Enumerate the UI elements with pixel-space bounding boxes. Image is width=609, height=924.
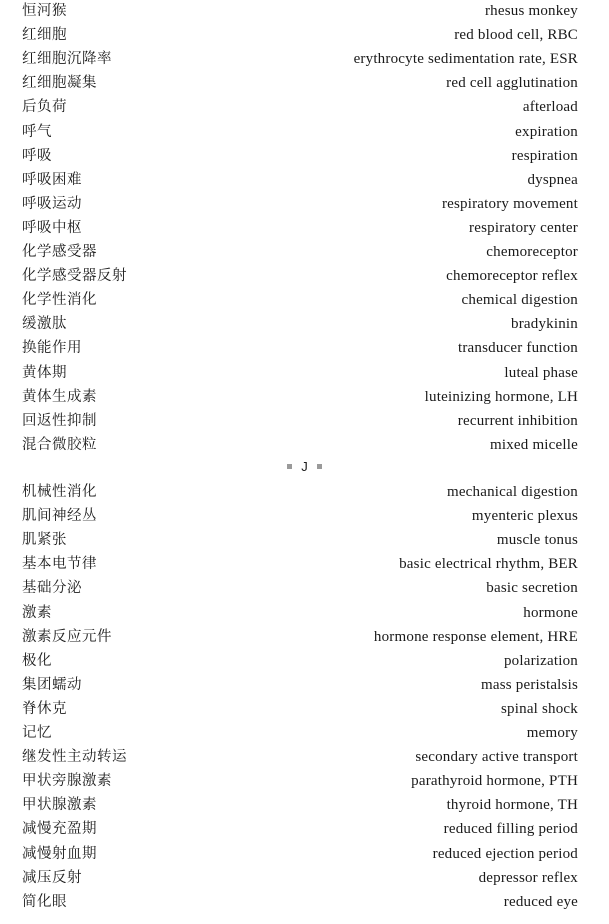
- term-english: memory: [526, 725, 578, 741]
- term-chinese: 呼吸困难: [22, 171, 82, 188]
- term-chinese: 减慢射血期: [22, 845, 97, 862]
- term-chinese: 呼吸: [22, 147, 52, 164]
- glossary-entry: [0, 144, 609, 168]
- glossary-entry: [0, 216, 609, 240]
- term-chinese: 化学感受器: [22, 244, 97, 260]
- term-english: secondary active transport: [415, 749, 578, 766]
- term-chinese: 缓激肽: [22, 316, 67, 333]
- glossary-entry: [0, 842, 609, 866]
- term-chinese: 机械性消化: [22, 484, 97, 500]
- term-chinese: 呼气: [22, 123, 52, 140]
- section-marker-right: [317, 464, 322, 469]
- term-english: mixed micelle: [490, 436, 578, 453]
- term-english: dyspnea: [527, 171, 578, 188]
- term-chinese: 肌紧张: [22, 532, 67, 549]
- term-chinese: 红细胞凝集: [22, 75, 97, 92]
- term-chinese: 脊休克: [22, 700, 67, 717]
- term-chinese: 激素: [22, 604, 52, 621]
- term-english: depressor reflex: [478, 869, 578, 886]
- glossary-entry: [0, 625, 609, 649]
- term-chinese: 肌间神经丛: [22, 508, 97, 525]
- glossary-entry: [0, 433, 609, 457]
- term-chinese: 换能作用: [22, 340, 82, 357]
- term-chinese: 呼吸运动: [22, 195, 82, 212]
- term-english: erythrocyte sedimentation rate, ESR: [353, 51, 578, 68]
- term-english: respiratory movement: [441, 195, 578, 212]
- glossary-entry: [0, 288, 609, 312]
- term-chinese: 呼吸中枢: [22, 219, 82, 236]
- term-english: basic electrical rhythm, BER: [399, 556, 578, 573]
- glossary-entry: [0, 240, 609, 264]
- glossary-entry: [0, 817, 609, 841]
- term-english: transducer function: [457, 340, 578, 357]
- glossary-entry: [0, 312, 609, 336]
- glossary-entry: [0, 264, 609, 288]
- term-english: respiration: [511, 147, 578, 164]
- term-english: bradykinin: [511, 316, 578, 333]
- glossary-entry: [0, 890, 609, 914]
- term-chinese: 后负荷: [22, 99, 67, 116]
- glossary-entry: [0, 0, 609, 23]
- glossary-entry: [0, 71, 609, 95]
- glossary-entry: [0, 192, 609, 216]
- glossary-entry: [0, 697, 609, 721]
- glossary-entry: [0, 673, 609, 697]
- term-english: luteinizing hormone, LH: [424, 388, 578, 405]
- term-chinese: 回返性抑制: [22, 412, 97, 429]
- term-chinese: 黄体期: [22, 364, 67, 381]
- term-english: reduced eye: [503, 893, 578, 910]
- term-english: spinal shock: [501, 700, 578, 717]
- term-english: expiration: [515, 123, 578, 140]
- term-english: respiratory center: [469, 219, 578, 236]
- term-english: hormone response element, HRE: [373, 628, 578, 645]
- term-english: recurrent inhibition: [457, 412, 578, 429]
- term-chinese: 减慢充盈期: [22, 821, 97, 838]
- glossary-entry: [0, 721, 609, 745]
- glossary-entry: [0, 769, 609, 793]
- term-chinese: 简化眼: [22, 893, 67, 910]
- glossary-entry: [0, 23, 609, 47]
- term-english: red cell agglutination: [446, 75, 578, 92]
- term-english: reduced ejection period: [432, 845, 578, 862]
- glossary-entry: [0, 168, 609, 192]
- glossary-entry: [0, 552, 609, 576]
- term-chinese: 基本电节律: [22, 556, 97, 573]
- section-header-j: [0, 455, 609, 479]
- glossary-entry: [0, 793, 609, 817]
- glossary-entry: [0, 385, 609, 409]
- section-letter: J: [301, 459, 308, 474]
- term-english: thyroid hormone, TH: [446, 797, 578, 814]
- term-chinese: 甲状腺激素: [22, 797, 97, 814]
- glossary-entry: [0, 336, 609, 360]
- term-english: rhesus monkey: [484, 3, 578, 19]
- term-english: chemoreceptor: [486, 244, 578, 260]
- term-english: reduced filling period: [443, 821, 578, 838]
- term-chinese: 极化: [22, 652, 52, 669]
- glossary-entry: [0, 480, 609, 504]
- glossary-entry: [0, 47, 609, 71]
- term-chinese: 减压反射: [22, 869, 82, 886]
- term-english: myenteric plexus: [471, 508, 578, 525]
- glossary-entry: [0, 120, 609, 144]
- term-english: basic secretion: [486, 580, 578, 597]
- term-chinese: 黄体生成素: [22, 388, 97, 405]
- glossary-entry: [0, 409, 609, 433]
- term-english: hormone: [523, 604, 578, 621]
- term-chinese: 恒河猴: [22, 3, 67, 19]
- glossary-entry: [0, 649, 609, 673]
- term-chinese: 红细胞沉降率: [22, 51, 112, 68]
- glossary-entry: [0, 866, 609, 890]
- term-english: polarization: [503, 652, 578, 669]
- term-chinese: 化学性消化: [22, 292, 97, 309]
- term-chinese: 继发性主动转运: [22, 749, 127, 766]
- glossary-entry: [0, 504, 609, 528]
- term-english: mechanical digestion: [446, 484, 578, 500]
- term-english: afterload: [522, 99, 578, 116]
- term-english: chemoreceptor reflex: [446, 268, 578, 285]
- term-english: muscle tonus: [496, 532, 578, 549]
- term-chinese: 混合微胶粒: [22, 436, 97, 453]
- glossary-entry: [0, 601, 609, 625]
- glossary-entry: [0, 528, 609, 552]
- glossary-entry: [0, 361, 609, 385]
- term-english: luteal phase: [504, 364, 578, 381]
- term-english: red blood cell, RBC: [454, 27, 578, 44]
- term-english: mass peristalsis: [481, 676, 578, 693]
- term-chinese: 记忆: [22, 725, 52, 741]
- term-chinese: 集团蠕动: [22, 676, 82, 693]
- section-marker-left: [287, 464, 292, 469]
- term-chinese: 甲状旁腺激素: [22, 773, 112, 790]
- glossary-entry: [0, 95, 609, 119]
- term-chinese: 基础分泌: [22, 580, 82, 597]
- term-chinese: 化学感受器反射: [22, 268, 127, 285]
- term-chinese: 红细胞: [22, 27, 67, 44]
- glossary-entry: [0, 576, 609, 600]
- term-english: chemical digestion: [461, 292, 578, 309]
- glossary-entry: [0, 745, 609, 769]
- term-english: parathyroid hormone, PTH: [411, 773, 578, 790]
- term-chinese: 激素反应元件: [22, 628, 112, 645]
